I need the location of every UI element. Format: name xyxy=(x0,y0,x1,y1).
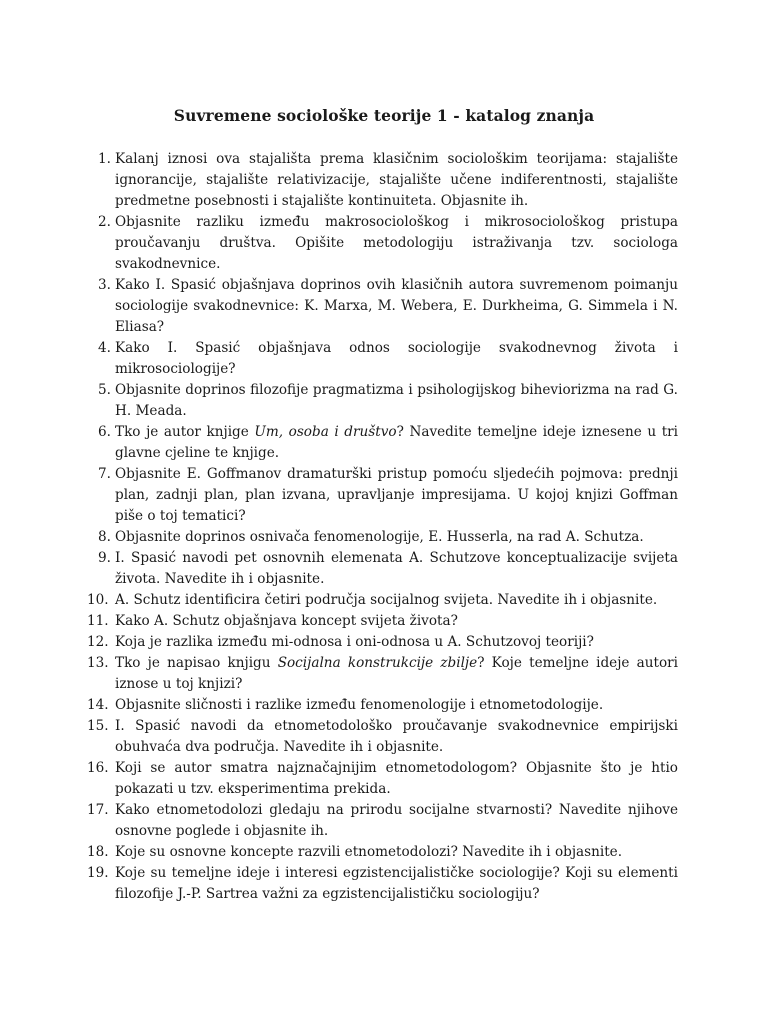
item-number: 19. xyxy=(87,865,109,881)
list-item xyxy=(92,527,678,548)
list-item xyxy=(87,632,678,653)
list-item xyxy=(92,422,678,464)
list-item xyxy=(87,611,678,632)
list-item xyxy=(87,716,678,758)
list-item xyxy=(87,863,678,905)
list-item xyxy=(87,758,678,800)
item-number: 9. xyxy=(98,550,111,566)
item-number: 16. xyxy=(87,760,109,776)
item-number: 17. xyxy=(87,802,109,818)
item-text-before: Tko je napisao knjigu xyxy=(115,655,278,671)
list-item xyxy=(92,464,678,527)
item-number: 18. xyxy=(87,844,109,860)
item-text: Kako I. Spasić objašnjava odnos sociologije svakodnevnog života i mikrosociologije? xyxy=(115,340,678,377)
list-item xyxy=(87,653,678,695)
list-item xyxy=(92,338,678,380)
list-item xyxy=(87,842,678,863)
list-item xyxy=(92,380,678,422)
list-item xyxy=(92,548,678,590)
item-text-after: ? Navedite temeljne ideje iznesene u tri glavne cjeline te knjige. xyxy=(115,424,678,461)
item-text-after: ? Koje temeljne ideje autori iznose u toj knjizi? xyxy=(115,655,678,692)
item-text: Kako A. Schutz objašnjava koncept svijeta života? xyxy=(115,613,458,629)
item-number: 1. xyxy=(98,151,111,167)
item-text: Kalanj iznosi ova stajališta prema klasičnim sociološkim teorijama: stajalište ignorancije, stajalište relativizacije, stajalište učene indiferentnosti, stajalište predmetne posebnosti i stajalište kontinuiteta. Objasnite ih. xyxy=(115,151,678,209)
item-text: Koja je razlika između mi-odnosa i oni-odnosa u A. Schutzovoj teoriji? xyxy=(115,634,594,650)
item-number: 15. xyxy=(87,718,109,734)
item-number: 10. xyxy=(87,592,109,608)
item-number: 5. xyxy=(98,382,111,398)
item-number: 14. xyxy=(87,697,109,713)
book-title: Um, osoba i društvo xyxy=(254,424,397,440)
item-text: Objasnite sličnosti i razlike između fenomenologije i etnometodologije. xyxy=(115,697,604,713)
item-number: 8. xyxy=(98,529,111,545)
item-number: 11. xyxy=(87,613,109,629)
item-text: Koje su osnovne koncepte razvili etnometodolozi? Navedite ih i objasnite. xyxy=(115,844,623,860)
item-text: Kako I. Spasić objašnjava doprinos ovih klasičnih autora suvremenom poimanju sociologije svakodnevnice: K. Marxa, M. Webera, E. Durkheima, G. Simmela i N. Eliasa? xyxy=(115,277,678,335)
item-number: 12. xyxy=(87,634,109,650)
item-text: Objasnite doprinos filozofije pragmatizma i psihologijskog biheviorizma na rad G. H. Meada. xyxy=(115,382,678,419)
book-title: Socijalna konstrukcije zbilje xyxy=(277,655,478,671)
item-text: I. Spasić navodi pet osnovnih elemenata A. Schutzove konceptualizacije svijeta života. Navedite ih i objasnite. xyxy=(115,550,678,587)
list-item xyxy=(92,212,678,275)
list-item xyxy=(92,275,678,338)
list-item xyxy=(87,695,678,716)
list-item xyxy=(87,590,678,611)
item-number: 4. xyxy=(98,340,111,356)
item-text xyxy=(115,653,678,695)
item-number: 13. xyxy=(87,655,109,671)
item-number: 7. xyxy=(98,466,111,482)
list-item xyxy=(92,149,678,212)
item-text-before: Tko je autor knjige xyxy=(115,424,255,440)
item-text: I. Spasić navodi da etnometodološko proučavanje svakodnevnice empirijski obuhvaća dva područja. Navedite ih i objasnite. xyxy=(115,718,678,755)
item-text: Koji se autor smatra najznačajnijim etnometodologom? Objasnite što je htio pokazati u tzv. eksperimentima prekida. xyxy=(115,760,678,797)
item-text: Objasnite razliku između makrosociološkog i mikrosociološkog pristupa proučavanju društva. Opišite metodologiju istraživanja tzv. sociologa svakodnevnice. xyxy=(115,214,678,272)
list-item xyxy=(87,800,678,842)
item-text: Kako etnometodolozi gledaju na prirodu socijalne stvarnosti? Navedite njihove osnovne poglede i objasnite ih. xyxy=(115,802,678,839)
page-title: Suvremene sociološke teorije 1 - katalog znanja xyxy=(173,106,595,125)
item-text: Objasnite E. Goffmanov dramaturški pristup pomoću sljedećih pojmova: prednji plan, zadnji plan, plan izvana, upravljanje impresijama. U kojoj knjizi Goffman piše o toj tematici? xyxy=(115,466,678,524)
item-text: Koje su temeljne ideje i interesi egzistencijalističke sociologije? Koji su elementi filozofije J.-P. Sartrea važni za egzistencijalističku sociologiju? xyxy=(115,865,678,902)
item-number: 2. xyxy=(98,214,111,230)
item-number: 6. xyxy=(98,424,111,440)
item-number: 3. xyxy=(98,277,111,293)
item-text: Objasnite doprinos osnivača fenomenologije, E. Husserla, na rad A. Schutza. xyxy=(115,529,644,545)
item-text: A. Schutz identificira četiri područja socijalnog svijeta. Navedite ih i objasnite. xyxy=(115,592,658,608)
question-list xyxy=(87,149,678,905)
item-text xyxy=(115,422,678,464)
